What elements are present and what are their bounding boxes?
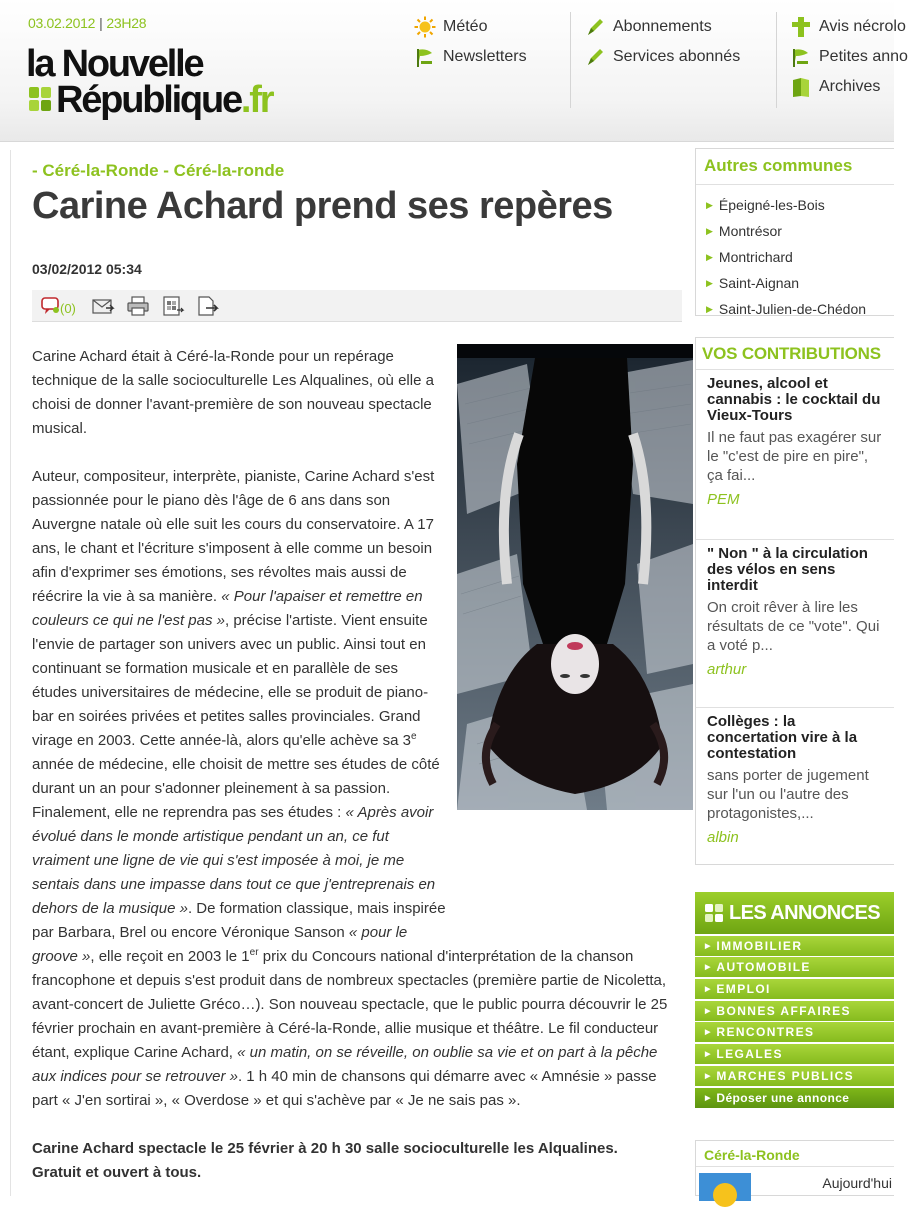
leaf-icon [790, 46, 812, 68]
weather-sun-icon [699, 1173, 751, 1201]
annonce-category[interactable]: ▶ LEGALES [695, 1044, 894, 1064]
contributions-box [695, 337, 894, 865]
p2-text-d: . De formation classique, mais inspirée par Barbara, Brel ou encore Véronique Sanson [32, 900, 446, 941]
header-date: 03.02.2012 [28, 15, 96, 31]
email-button[interactable] [91, 295, 115, 317]
meteo-title: Céré-la-Ronde [696, 1141, 894, 1167]
communes-list [696, 185, 894, 323]
p2-text-b: , précise l'artiste. Vient ensuite l'envie de partager son univers avec un public. Ainsi tout en continuant se formation musicale et en parallèle de ses études universitaires de médecine, elle se produit de piano-bar en soirées privées et petites salles provinciales. Grand virage en 2003. Cette année-là, alors qu'elle achève sa 3 [32, 612, 429, 749]
cross-icon [790, 16, 812, 38]
contribution-author: arthur [707, 661, 747, 678]
commune-link[interactable]: ▶ Montrésor [706, 219, 894, 245]
annonces-title: LES ANNONCES [729, 901, 880, 924]
nav-avis-necrologiques[interactable] [790, 12, 908, 42]
nav-archives-label: Archives [819, 78, 881, 95]
nav-abonnements-label: Abonnements [613, 18, 712, 35]
header-time: 23H28 [106, 15, 147, 31]
logo-leaf-icon [28, 86, 52, 112]
annonce-category[interactable]: ▶ IMMOBILIER [695, 936, 894, 956]
annonce-category[interactable]: ▶ BONNES AFFAIRES [695, 1001, 894, 1021]
pen-icon [584, 16, 606, 38]
p2-text-e: , elle reçoit en 2003 le 1 [90, 948, 250, 965]
comment-count: (0) [60, 300, 76, 316]
book-icon [790, 76, 812, 98]
document-grid-icon [161, 295, 185, 317]
contribution-excerpt: Il ne faut pas exagérer sur le "c'est de pire en pire", ça fai... [707, 429, 882, 484]
contribution-title[interactable]: Jeunes, alcool et cannabis : le cocktail du Vieux-Tours [707, 375, 881, 424]
header-nav-col-1 [414, 12, 527, 72]
header-datetime: 03.02.2012 | 23H28 [28, 15, 147, 31]
logo-line2 [56, 80, 272, 120]
comment-button[interactable] [40, 295, 80, 317]
nav-petites-annonces[interactable] [790, 42, 908, 72]
nav-avis-label: Avis nécrolo [819, 18, 906, 35]
nav-meteo-label: Météo [443, 18, 488, 35]
nav-archives[interactable] [790, 72, 908, 102]
p2-text-f: prix du Concours national d'interprétation de la chanson francophone et depuis s'est produit dans de nombreux spectacles (première partie de Nicoletta, avant-concert de Juliette Gréco…). Son nouveau spectacle, que le public pourra découvrir le 25 février prochain en avant-première à Céré-la-Ronde, allie musique et théâtre. Le fil conducteur étant, explique Carine Achard, [32, 948, 668, 1061]
contribution-item[interactable] [696, 708, 894, 864]
deposer-annonce-button[interactable]: ▶ Déposer une annonce [695, 1088, 894, 1108]
nav-newsletters[interactable] [414, 42, 527, 72]
quote-3: « pour le groove » [32, 924, 408, 965]
quote-1: « Pour l'apaiser et remettre en couleurs ce qui ne l'est pas » [32, 588, 423, 629]
nav-meteo[interactable] [414, 12, 527, 42]
annonces-header[interactable] [695, 892, 894, 934]
leaf-icon [414, 46, 436, 68]
commune-link[interactable]: ▶ Montrichard [706, 245, 894, 271]
contribution-item[interactable] [696, 370, 894, 540]
annonce-category[interactable]: ▶ AUTOMOBILE [695, 957, 894, 977]
contribution-title[interactable]: Collèges : la concertation vire à la contestation [707, 713, 858, 762]
logo-line1: la Nouvelle [26, 43, 203, 85]
commune-link[interactable]: ▶ Saint-Aignan [706, 271, 894, 297]
annonce-category[interactable]: ▶ MARCHES PUBLICS [695, 1066, 894, 1086]
quote-2: « Après avoir évolué dans le monde artistique pendant un an, ce fut vraiment une ligne de vie qui s'est imposée à moi, je me sentais dans une impasse dans tout ce que j'entreprenais en dehors de la musique » [32, 804, 436, 917]
annonces-logo-icon [705, 904, 723, 922]
autres-communes-title: Autres communes [696, 149, 894, 185]
commune-link[interactable]: ▶ Épeigné-les-Bois [706, 193, 894, 219]
annonces-box [695, 892, 894, 1112]
comment-icon [40, 295, 62, 317]
nav-services-abonnes-label: Services abonnés [613, 48, 741, 65]
p2-sup-1: e [410, 731, 417, 742]
publication-date: 03/02/2012 05:34 [32, 261, 142, 277]
pen-icon [584, 46, 606, 68]
article-body [32, 345, 670, 1209]
contributions-title: VOS CONTRIBUTIONS [696, 338, 894, 370]
printer-icon [126, 295, 150, 317]
contribution-excerpt: sans porter de jugement sur l'un ou l'autre des protagonistes,... [707, 767, 869, 822]
page-title: Carine Achard prend ses repères [32, 185, 613, 227]
article-toolbar [32, 290, 682, 322]
meteo-box [695, 1140, 894, 1196]
sun-icon [414, 16, 436, 38]
header-nav-col-3 [790, 12, 908, 102]
article-paragraph-2 [32, 465, 670, 1113]
contribution-author: PEM [707, 491, 740, 508]
article-paragraph-3: Carine Achard spectacle le 25 février à 20 h 30 salle socioculturelle les Alqualines. Gratuit et ouvert à tous. [32, 1140, 618, 1181]
contribution-title[interactable]: " Non " à la circulation des vélos en sens interdit [707, 545, 868, 594]
breadcrumb[interactable]: - Céré-la-Ronde - Céré-la-ronde [32, 161, 285, 180]
logo-name: République [56, 79, 241, 121]
autres-communes-box [695, 148, 894, 316]
nav-petites-label: Petites anno [819, 48, 908, 65]
print-button[interactable] [126, 295, 150, 317]
p2-text-g: . 1 h 40 min de chansons qui démarre avec « Amnésie » passe part « J'en sortirai », « Overdose » et qui s'achève par « Je ne sais pas ». [32, 1068, 657, 1109]
p2-text-a: Auteur, compositeur, interprète, pianiste, Carine Achard s'est passionnée pour le piano dès l'âge de 6 ans dans son Auvergne natale où elle suit les cours du conservatoire. A 17 ans, le chant et l'écriture s'imposent à elle comme un besoin afin d'exprimer ses émotions, ses révoltes mais aussi de réécrire la vie à sa manière. [32, 468, 435, 605]
export-button[interactable] [196, 295, 220, 317]
meteo-today-label: Aujourd'hui [822, 1175, 892, 1191]
quote-4: « un matin, on se réveille, on oublie sa vie et on part à la pêche aux indices pour se retrouver » [32, 1044, 658, 1085]
document-arrow-icon [196, 295, 220, 317]
contribution-excerpt: On croit rêver à lire les résultats de ce "vote". Qui a voté p... [707, 599, 880, 654]
envelope-icon [91, 295, 115, 317]
logo-tld: .fr [240, 79, 273, 121]
contribution-item[interactable] [696, 540, 894, 708]
nav-newsletters-label: Newsletters [443, 48, 527, 65]
article-paragraph-1: Carine Achard était à Céré-la-Ronde pour un repérage technique de la salle socioculturelle Les Alqualines, où elle a choisi de donner l'avant-première de son nouveau spectacle musical. [32, 348, 434, 437]
site-header [0, 0, 908, 142]
share-button[interactable] [161, 295, 185, 317]
site-logo[interactable] [26, 44, 346, 124]
annonce-category[interactable]: ▶ EMPLOI [695, 979, 894, 999]
commune-link[interactable]: ▶ Saint-Julien-de-Chédon [706, 297, 894, 323]
contribution-author: albin [707, 829, 739, 846]
p2-text-c: année de médecine, elle choisit de mettre ses études de côté durant un an pour s'adonner pleinement à sa passion. Finalement, elle ne reprendra pas ses études : [32, 756, 440, 821]
p2-sup-2: er [249, 947, 259, 958]
nav-services-abonnes[interactable] [584, 42, 740, 72]
article-column [10, 150, 685, 1196]
header-nav-col-2 [584, 12, 740, 72]
nav-abonnements[interactable] [584, 12, 740, 42]
annonce-category[interactable]: ▶ RENCONTRES [695, 1022, 894, 1042]
